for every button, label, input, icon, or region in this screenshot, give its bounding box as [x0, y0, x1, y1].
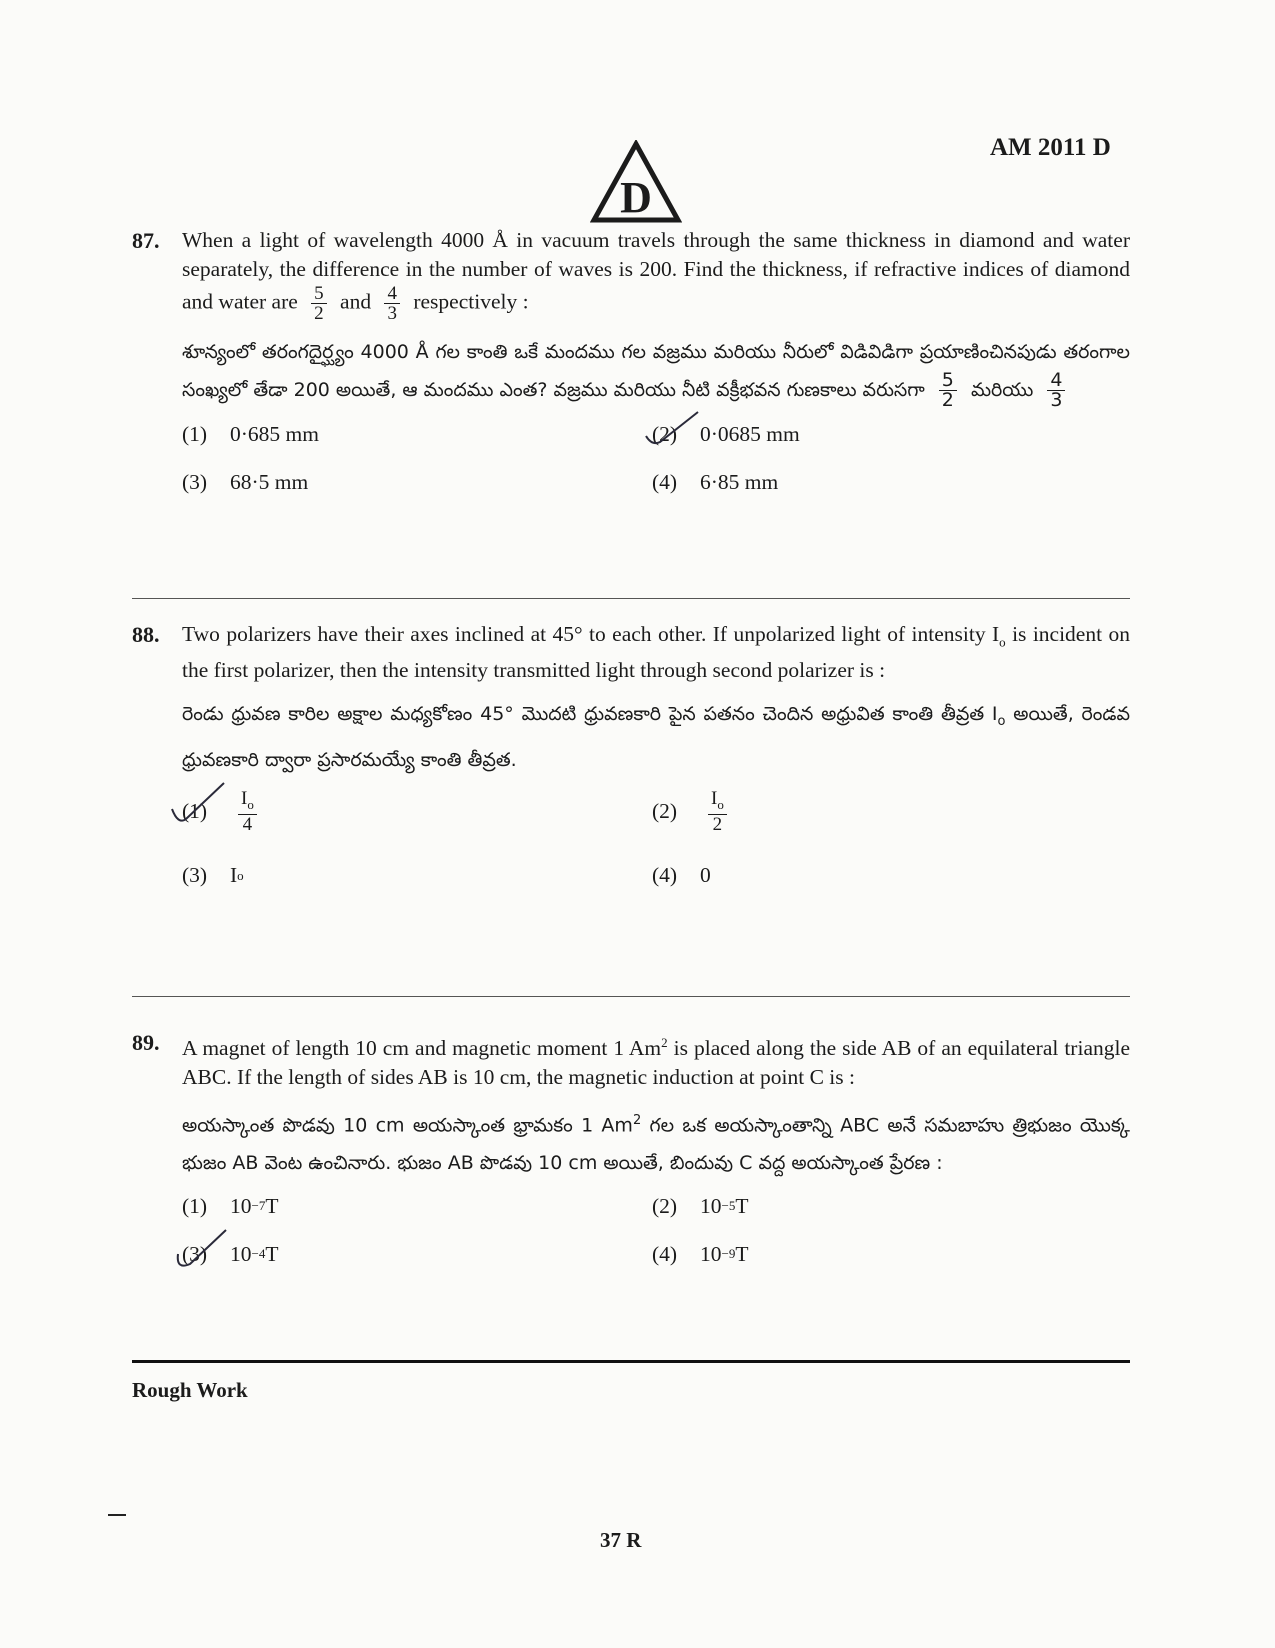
option-1[interactable]: (1) $\frac{I_o}{4}$: [182, 789, 652, 834]
page-code: 37 R: [600, 1528, 642, 1552]
fraction-4-3: $\frac{4}{3}$: [384, 284, 400, 323]
question-text-telugu: శూన్యంలో తరంగదైర్ఘ్యం 4000 Å గల కాంతి ఒకే మందము గల వజ్రము మరియు నీరులో విడివిడిగా ప్రయాణించినపుడు తరంగాల సంఖ్యలో తేడా 200 అయితే, ఆ మందము ఎంత? వజ్రము మరియు నీటి వక్రీభవన గుణకాలు వరుసగా $\frac{5}{2}$ మరియు $\frac{4}{3}$: [182, 341, 1130, 411]
option-1[interactable]: (1) 0·685 mm: [182, 421, 319, 446]
option-4[interactable]: (4) 10 −9 T: [652, 1241, 749, 1266]
answer-options: [182, 789, 1130, 890]
option-2[interactable]: (2) 0·0685 mm: [652, 420, 1122, 448]
question-87: [132, 226, 1130, 496]
booklet-series-badge: [590, 140, 682, 224]
question-text-telugu: అయస్కాంత పొడవు 10 cm అయస్కాంత భ్రామకం 1 Am$^2$ గల ఒక అయస్కాంతాన్ని ABC అనే సమబాహు త్రిభుజం యొక్క భుజం AB వెంట ఉంచినారు. భుజం AB పొడవు 10 cm అయితే, బిందువు C వద్ద అయస్కాంత ప్రేరణ :: [182, 1113, 1130, 1175]
divider: [132, 996, 1130, 997]
question-text-english: When a light of wavelength 4000 Å in vacuum travels through the same thickness in diamond and water separately, the difference in the number of waves is 200. Find the thickness, if refractive indices of diamond and water are $\frac{5}{2}$ and $\frac{4}{3}$ respectively :: [182, 228, 1130, 324]
question-number: 88.: [132, 622, 160, 647]
option-3[interactable]: (3) I o: [182, 863, 244, 888]
answer-options: [182, 1192, 1130, 1268]
badge-letter: D: [620, 173, 652, 222]
triangle-badge-icon: [590, 140, 682, 224]
paper-code: AM 2011 D: [990, 134, 1111, 161]
divider-thick: [132, 1360, 1130, 1363]
question-text-english: Two polarizers have their axes inclined at 45° to each other. If unpolarized light of intensity $I_o$ is incident on the first polarizer, then the intensity transmitted light through second polarizer is :: [182, 622, 1130, 683]
question-89: [132, 1028, 1130, 1268]
option-3[interactable]: (3) 10 −4 T: [182, 1240, 652, 1268]
fraction-4-3-telugu: $\frac{4}{3}$: [1047, 371, 1065, 410]
option-1[interactable]: (1) 10 −7 T: [182, 1193, 279, 1218]
fraction-io-4: $\frac{I_o}{4}$: [238, 789, 257, 834]
footer-dash: [108, 1514, 126, 1516]
fraction-io-2: $\frac{I_o}{2}$: [708, 789, 727, 834]
question-text-telugu: రెండు ధ్రువణ కారిల అక్షాల మధ్యకోణం 45° మొదటి ధ్రువణకారి పైన పతనం చెందిన అధ్రువిత కాంతి తీవ్రత $I_o$ అయితే, రెండవ ధ్రువణకారి ద్వారా ప్రసారమయ్యే కాంతి తీవ్రత.: [182, 703, 1130, 772]
divider: [132, 598, 1130, 599]
option-2[interactable]: (2) $\frac{I_o}{2}$: [652, 789, 1122, 834]
question-text-english: A magnet of length 10 cm and magnetic moment 1 Am$^2$ is placed along the side AB of an equilateral triangle ABC. If the length of sides AB is 10 cm, the magnetic induction at point C is :: [182, 1035, 1130, 1090]
option-3[interactable]: (3) 68·5 mm: [182, 469, 309, 494]
fraction-5-2-telugu: $\frac{5}{2}$: [939, 371, 957, 410]
question-88: [132, 620, 1130, 890]
fraction-5-2: $\frac{5}{2}$: [311, 284, 327, 323]
option-4[interactable]: (4) 6·85 mm: [652, 469, 779, 494]
question-number: 89.: [132, 1030, 160, 1055]
question-number: 87.: [132, 228, 160, 253]
answer-options: [182, 420, 1130, 496]
option-2[interactable]: (2) 10 −5 T: [652, 1193, 749, 1218]
rough-work-label: Rough Work: [132, 1378, 248, 1402]
option-4[interactable]: (4) 0: [652, 863, 711, 888]
